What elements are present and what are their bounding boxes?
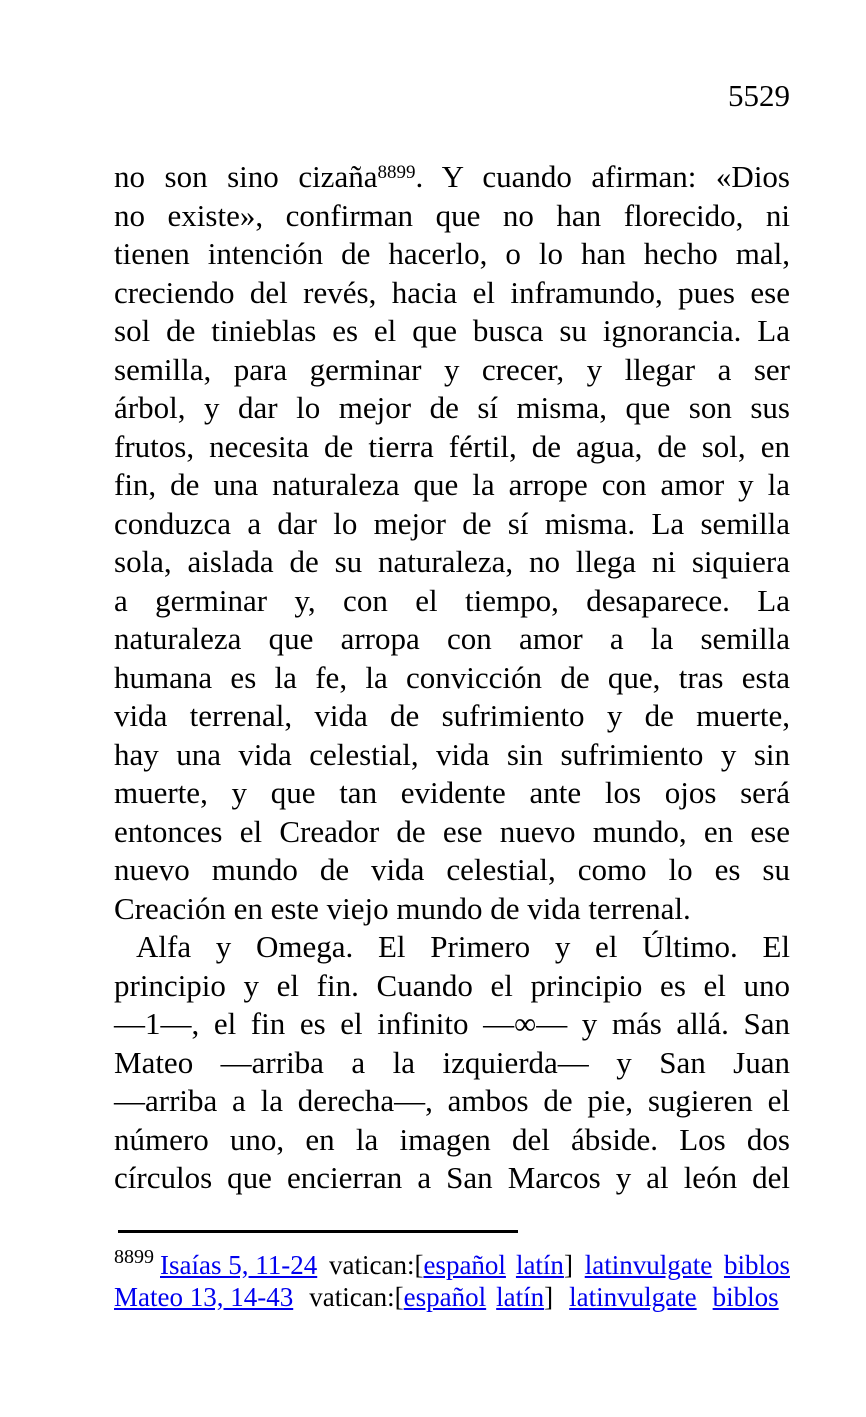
vatican-group bbox=[329, 1249, 573, 1281]
footnote-number: 8899 bbox=[114, 1246, 154, 1268]
body-line: no existe», confirman que no han florecido, ni bbox=[114, 197, 790, 233]
body-line-text: no son sino cizaña bbox=[114, 159, 378, 194]
body-line: entonces el Creador de ese nuevo mundo, en ese bbox=[114, 813, 790, 849]
body-line: sol de tinieblas es el que busca su ignorancia. La bbox=[114, 313, 790, 348]
biblos-link[interactable]: biblos bbox=[723, 1250, 790, 1280]
body-line: árbol, y dar lo mejor de sí misma, que son sus bbox=[114, 390, 790, 425]
body-line: —1—, el fin es el infinito —∞— y más allá. San bbox=[114, 1006, 790, 1041]
bracket-close: ] bbox=[563, 1250, 573, 1280]
body-line: semilla, para germinar y crecer, y llegar a ser bbox=[114, 351, 790, 387]
body-line: frutos, necesita de tierra fértil, de agua, de sol, en bbox=[114, 428, 790, 464]
latinvulgate-link[interactable]: latinvulgate bbox=[584, 1250, 713, 1280]
footnote-marker-superscript[interactable]: 8899 bbox=[377, 161, 416, 183]
vatican-label: vatican:[ bbox=[329, 1250, 424, 1280]
scripture-ref-link[interactable]: Isaías 5, 11-24 bbox=[160, 1250, 318, 1280]
latin-link[interactable]: latín bbox=[515, 1250, 564, 1280]
body-line: hay una vida celestial, vida sin sufrimiento y sin bbox=[114, 736, 790, 772]
bracket-close: ] bbox=[544, 1282, 554, 1312]
body-line: Creación en este viejo mundo de vida terrenal. bbox=[114, 890, 691, 926]
body-line: principio y el fin. Cuando el principio es el uno bbox=[114, 967, 790, 1003]
footnote bbox=[114, 1230, 790, 1313]
espanol-link[interactable]: español bbox=[403, 1282, 487, 1312]
footnote-ref-group bbox=[114, 1246, 318, 1281]
body-line: círculos que encierran a San Marcos y al león del bbox=[114, 1160, 790, 1195]
body-line bbox=[114, 158, 790, 197]
page-number: 5529 bbox=[728, 78, 790, 113]
body-line: creciendo del revés, hacia el inframundo, pues ese bbox=[114, 274, 790, 310]
body-line: —arriba a la derecha—, ambos de pie, sugieren el bbox=[114, 1083, 790, 1118]
body-text bbox=[114, 158, 790, 1198]
body-line: sola, aislada de su naturaleza, no llega ni siquiera bbox=[114, 544, 790, 579]
espanol-link[interactable]: español bbox=[423, 1250, 506, 1280]
body-line: naturaleza que arropa con amor a la semilla bbox=[114, 621, 790, 656]
footnote-line-2 bbox=[114, 1281, 790, 1313]
body-line: Mateo —arriba a la izquierda— y San Juan bbox=[114, 1044, 790, 1080]
footnote-line-1 bbox=[114, 1246, 790, 1281]
body-line: fin, de una naturaleza que la arrope con amor y la bbox=[114, 467, 790, 502]
body-line-text: . Y cuando afirman: «Dios bbox=[415, 159, 790, 194]
vatican-label: vatican:[ bbox=[309, 1282, 404, 1312]
body-line: Alfa y Omega. El Primero y el Último. El bbox=[136, 929, 790, 964]
body-line: muerte, y que tan evidente ante los ojos será bbox=[114, 775, 790, 810]
scripture-ref-link[interactable]: Mateo 13, 14-43 bbox=[114, 1282, 294, 1312]
body-line: tienen intención de hacerlo, o lo han hecho mal, bbox=[114, 236, 790, 271]
body-line: vida terrenal, vida de sufrimiento y de muerte, bbox=[114, 698, 790, 733]
body-line: a germinar y, con el tiempo, desaparece. La bbox=[114, 582, 790, 618]
body-line: conduzca a dar lo mejor de sí misma. La semilla bbox=[114, 505, 790, 541]
latin-link[interactable]: latín bbox=[496, 1282, 545, 1312]
footnote-separator bbox=[118, 1230, 518, 1233]
paragraph-2 bbox=[114, 928, 790, 1198]
body-line: humana es la fe, la convicción de que, tras esta bbox=[114, 659, 790, 695]
paragraph-1 bbox=[114, 158, 790, 928]
body-line: número uno, en la imagen del ábside. Los dos bbox=[114, 1121, 790, 1157]
latinvulgate-link[interactable]: latinvulgate bbox=[569, 1282, 697, 1312]
body-line: nuevo mundo de vida celestial, como lo es su bbox=[114, 852, 790, 887]
biblos-link[interactable]: biblos bbox=[712, 1282, 779, 1312]
